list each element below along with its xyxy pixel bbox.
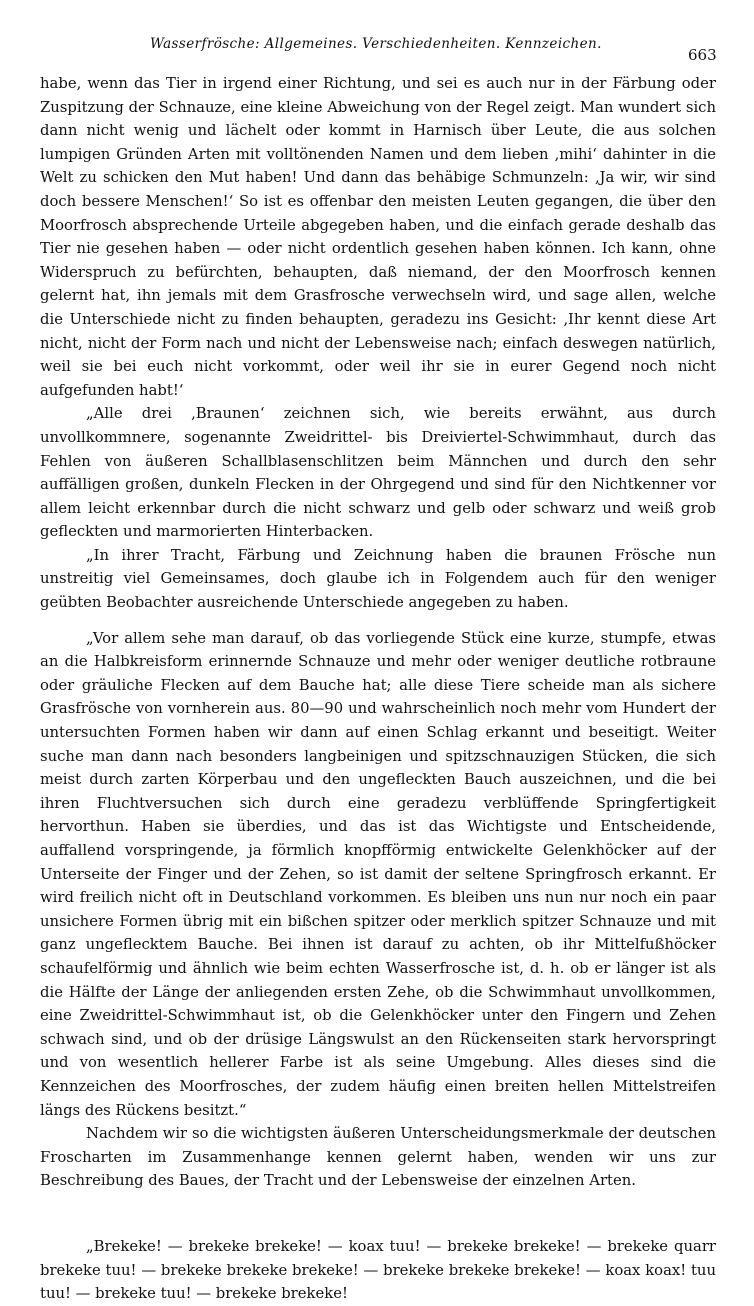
paragraph-continuation: habe, wenn das Tier in irgend einer Richtung, und sei es auch nur in der Färbung oder Zuspitzung der Schnauze, eine kleine Abweichung von der Regel zeigt. Man wundert sich dann nicht wenig und lächelt oder kommt in Harnisch über Leute, die aus solchen lumpigen Gründen Arten mit volltönenden Namen und dem lieben ‚mihi‘ dahinter in die Welt zu schicken den Mut haben! Und dann das behäbige Schmunzeln: ‚Ja wir, wir sind doch bessere Menschen!‘ So ist es offenbar den meisten Leuten gegangen, die über den Moorfrosch absprechende Urteile abgegeben haben, und die einfach gerade deshalb das Tier nie gesehen haben — oder nicht ordentlich gesehen haben können. Ich kann, ohne Widerspruch zu befürchten, behaupten, daß niemand, der den Moorfrosch kennen gelernt hat, ihn jemals mit dem Grasfrosche verwechseln wird, und sage allen, welche die Unterschiede nicht zu finden behaupten, geradezu ins Gesicht: ‚Ihr kennt diese Art nicht, nicht der Form nach und nicht der Lebensweise nach; einfach deswegen natürlich, weil sie bei euch nicht vorkommt, oder weil ihr sie in eurer Gegend noch nicht aufgefunden habt!‘ [40, 75, 716, 399]
paragraph-quote-tracht: „In ihrer Tracht, Färbung und Zeichnung haben die braunen Frösche nun unstreitig viel Gemeinsames, doch glaube ich in Folgendem auch für den weniger geübten Beobachter ausreichende Unterschiede angegeben zu haben. [40, 546, 716, 612]
page-header [0, 30, 754, 64]
page-number: 663 [688, 46, 717, 64]
paragraph-summary: Nachdem wir so die wichtigsten äußeren Unterscheidungsmerkmale der deutschen Froscharten im Zusammenhange kennen gelernt haben, wenden wir uns zur Beschreibung des Baues, der Tracht und der Lebensweise der einzelnen Arten. [40, 1125, 716, 1190]
paragraph-quote-braunen: „Alle drei ‚Braunen‘ zeichnen sich, wie bereits erwähnt, aus durch unvollkommnere, sogenannte Zweidrittel- bis Dreiviertel-Schwimmhaut, durch das Fehlen von äußeren Schallblasenschlitzen beim Männchen und durch den sehr auffälligen großen, dunkeln Flecken in der Ohrgegend und sind für den Nichtkenner vor allem leicht erkennbar durch die nicht schwarz und gelb oder schwarz und weiß grob gefleckten und marmorierten Hinterbacken. [40, 405, 716, 541]
running-head: Wasserfrösche: Allgemeines. Verschiedenheiten. Kennzeichen. [150, 36, 602, 52]
paragraph-frog-chorus: „Brekeke! — brekeke brekeke! — koax tuu! — brekeke brekeke! — brekeke quarr brekeke tuu! — brekeke brekeke brekeke! — brekeke brekeke brekeke! — koax koax! tuu tuu! — brekeke tuu! — brekeke brekeke! [40, 1237, 716, 1303]
body-text [40, 72, 716, 1306]
paragraph-quote-kennzeichen: „Vor allem sehe man darauf, ob das vorliegende Stück eine kurze, stumpfe, etwas an die Halbkreisform erinnernde Schnauze und mehr oder weniger deutliche rotbraune oder gräuliche Flecken auf dem Bauche hat; alle diese Tiere scheide man als sichere Grasfrösche von vornherein aus. 80—90 und wahrscheinlich noch mehr vom Hundert der untersuchten Formen haben wir dann auf einen Schlag erkannt und beseitigt. Weiter suche man dann nach besonders langbeinigen und spitzschnauzigen Stücken, die sich meist durch zarten Körperbau und den ungefleckten Bauch auszeichnen, und die bei ihren Fluchtversuchen sich durch eine geradezu verblüffende Springfertigkeit hervorthun. Haben sie überdies, und das ist das Wichtigste und Entscheidende, auffallend vorspringende, ja förmlich knopfförmig entwickelte Gelenkhöcker auf der Unterseite der Finger und der Zehen, so ist damit der seltene Springfrosch erkannt. Er wird freilich nicht oft in Deutschland vorkommen. Es bleiben uns nun nur noch ein paar unsichere Formen übrig mit ein bißchen spitzer oder merklich spitzer Schnauze und mit ganz ungeflecktem Bauche. Bei ihnen ist darauf zu achten, ob ihr Mittelfußhöcker schaufelförmig und ähnlich wie beim echten Wasserfrosche ist, d. h. ob er länger ist als die Hälfte der Länge der anliegenden ersten Zehe, ob die Schwimmhaut unvollkommen, eine Zweidrittel-Schwimmhaut ist, ob die Gelenkhöcker unter den Fingern und Zehen schwach sind, und ob der drüsige Längswulst an den Rückenseiten stark hervorspringt und von wesentlich hellerer Farbe ist als seine Umgebung. Alles dieses sind die Kennzeichen des Moorfrosches, der zudem häufig einen breiten hellen Mittelstreifen längs des Rückens besitzt.“ [40, 629, 716, 1119]
